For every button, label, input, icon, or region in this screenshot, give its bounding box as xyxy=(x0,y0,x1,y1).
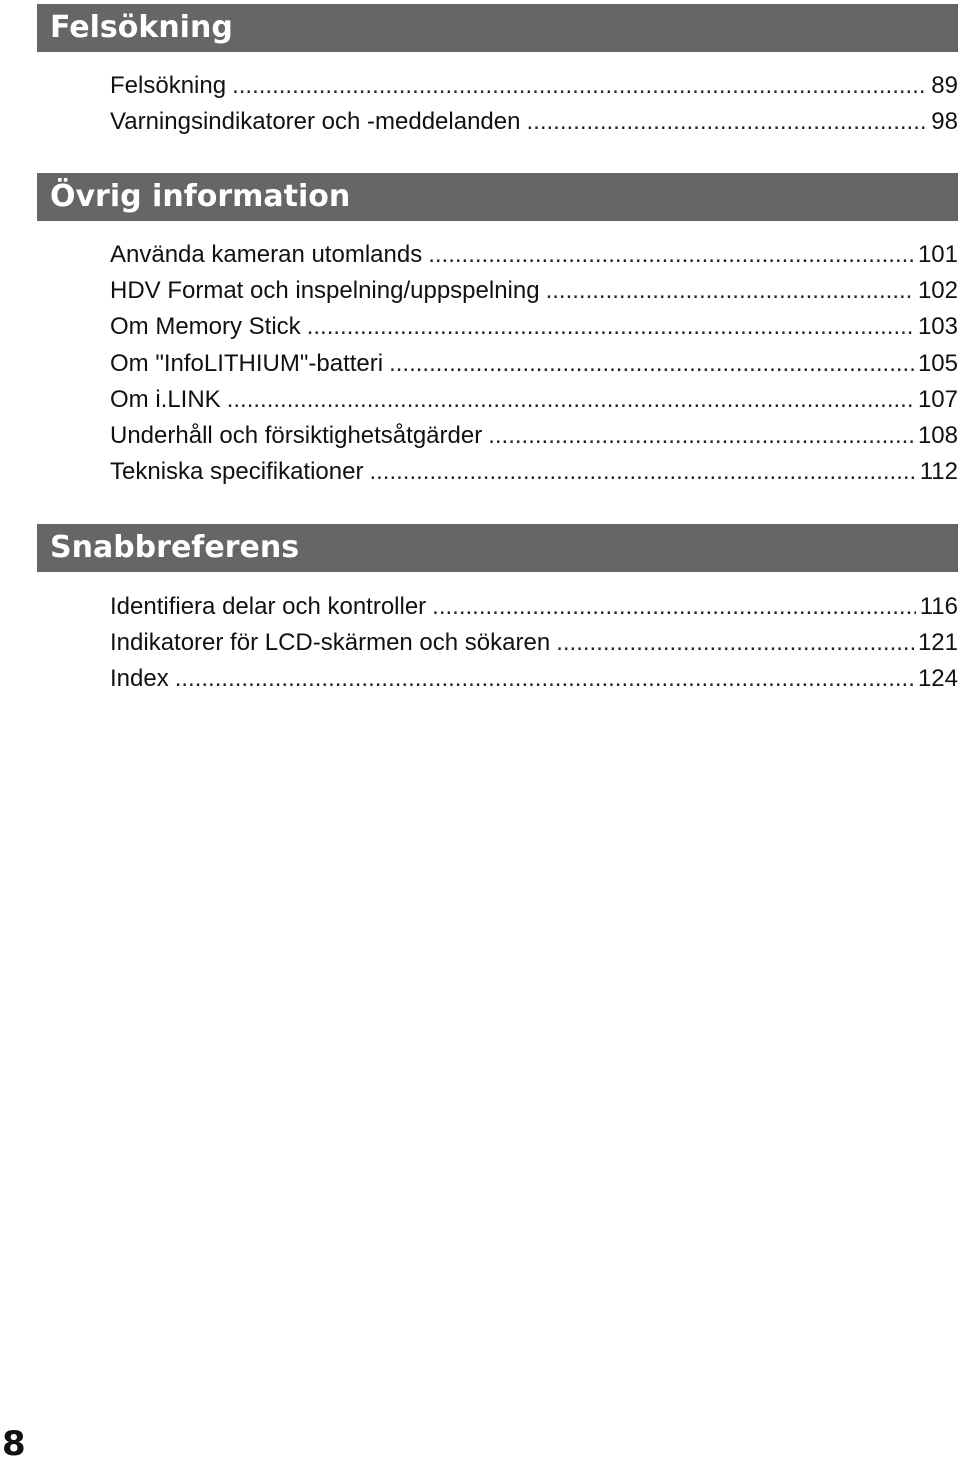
section-heading-ovrig-information: Övrig information xyxy=(37,173,958,221)
toc-entry-page: 103 xyxy=(917,313,958,341)
toc-entry[interactable] xyxy=(110,346,958,382)
toc-entry[interactable] xyxy=(110,104,958,140)
toc-entry-page: 116 xyxy=(919,593,958,620)
toc-entry-title: Felsökning xyxy=(110,72,227,99)
toc-entry[interactable] xyxy=(110,589,958,625)
toc-leader-dots xyxy=(546,273,914,309)
toc-entry-title: HDV Format och inspelning/uppspelning xyxy=(110,277,540,305)
toc-entry-page: 124 xyxy=(917,665,958,693)
toc-entry-title: Indikatorer för LCD-skärmen och sökaren xyxy=(110,629,551,657)
toc-entry[interactable] xyxy=(110,237,958,273)
toc-leader-dots xyxy=(488,418,914,454)
toc-entry-title: Identifiera delar och kontroller xyxy=(110,593,427,620)
toc-entry[interactable] xyxy=(110,382,958,418)
toc-entry-page: 102 xyxy=(917,277,958,305)
toc-entry[interactable] xyxy=(110,309,958,345)
toc-entry-title: Varningsindikatorer och -meddelanden xyxy=(110,108,521,136)
toc-entry-page: 105 xyxy=(917,349,958,377)
toc-leader-dots xyxy=(556,625,914,661)
toc-leader-dots xyxy=(175,661,914,697)
toc-leader-dots xyxy=(428,237,914,273)
toc-list-felsokning xyxy=(110,68,958,140)
toc-entry-page: 108 xyxy=(917,421,958,449)
toc-entry[interactable] xyxy=(110,68,958,104)
toc-entry-title: Tekniska specifikationer xyxy=(110,458,364,486)
toc-entry-title: Använda kameran utomlands xyxy=(110,241,423,268)
toc-list-snabbreferens xyxy=(110,589,958,698)
toc-entry[interactable] xyxy=(110,454,958,490)
toc-list-ovrig-information xyxy=(110,237,958,490)
toc-leader-dots xyxy=(526,104,927,140)
toc-leader-dots xyxy=(307,309,914,345)
toc-entry-title: Om "InfoLITHIUM"-batteri xyxy=(110,349,384,377)
toc-entry-page: 89 xyxy=(931,72,958,99)
toc-leader-dots xyxy=(227,382,914,418)
toc-entry-page: 112 xyxy=(919,458,958,486)
toc-leader-dots xyxy=(369,454,915,490)
toc-entry[interactable] xyxy=(110,625,958,661)
toc-entry-page: 101 xyxy=(917,241,958,268)
toc-entry-title: Om Memory Stick xyxy=(110,313,301,341)
section-heading-snabbreferens: Snabbreferens xyxy=(37,524,958,572)
toc-leader-dots xyxy=(432,589,916,625)
page-number: 8 xyxy=(2,1424,26,1464)
toc-entry-title: Index xyxy=(110,665,169,693)
toc-leader-dots xyxy=(232,68,927,104)
toc-leader-dots xyxy=(389,346,914,382)
toc-entry[interactable] xyxy=(110,273,958,309)
section-heading-felsokning: Felsökning xyxy=(37,4,958,52)
toc-entry-title: Om i.LINK xyxy=(110,385,221,413)
toc-entry-page: 121 xyxy=(917,629,958,657)
toc-entry-title: Underhåll och försiktighetsåtgärder xyxy=(110,421,483,449)
toc-entry-page: 98 xyxy=(931,108,958,136)
toc-entry[interactable] xyxy=(110,418,958,454)
toc-entry[interactable] xyxy=(110,661,958,697)
toc-entry-page: 107 xyxy=(917,385,958,413)
